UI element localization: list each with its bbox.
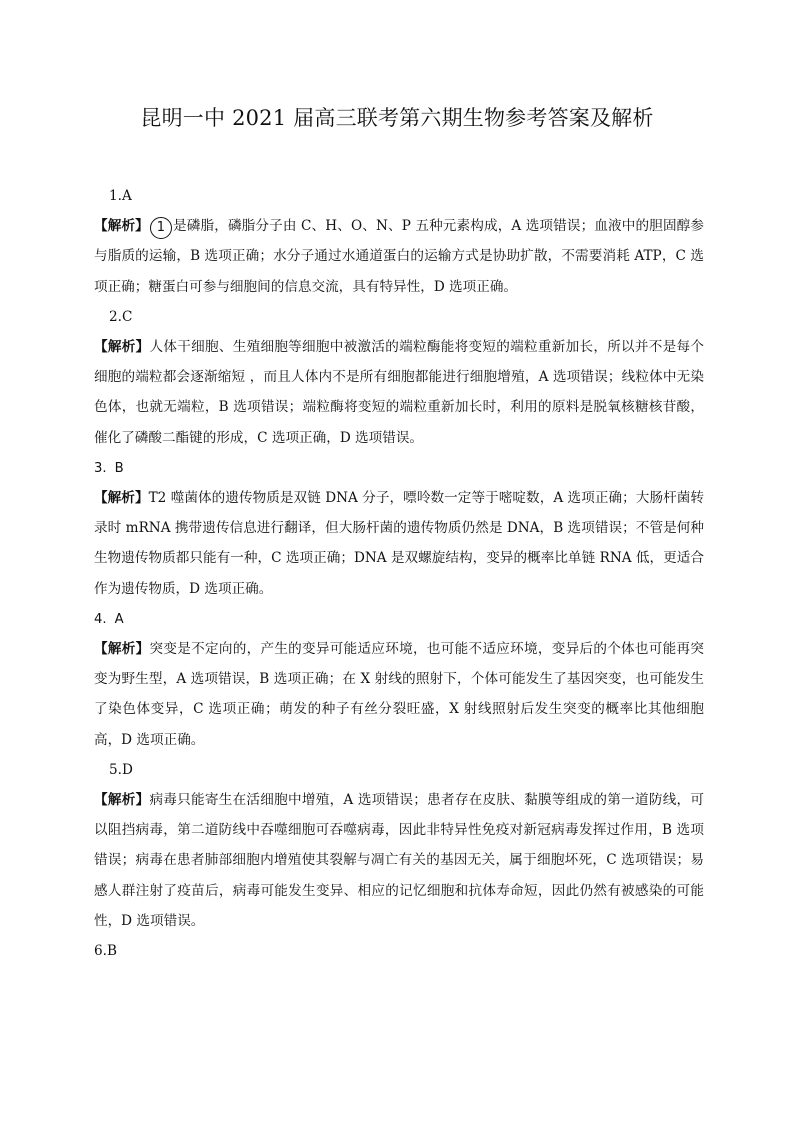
analysis-text: 突变是不定向的，产生的变异可能适应环境，也可能不适应环境，变异后的个体也可能再突变为野生型，A 选项错误，B 选项正确；在 X 射线的照射下，个体可能发生了基因突变，也可能发生了染色体变异，C 选项正确；萌发的种子有丝分裂旺盛，X 射线照射后发生突变的概率比其他细胞高，D 选项正确。 <box>94 640 705 748</box>
question-6-number <box>94 936 704 966</box>
question-number: 1.A <box>109 188 132 204</box>
analysis-text: 是磷脂，磷脂分子由 C、H、O、N、P 五种元素构成，A 选项错误；血液中的胆固醇参与脂质的运输，B 选项正确；水分子通过水通道蛋白的运输方式是协助扩散，不需要消耗 ATP，C 选项正确；糖蛋白可参与细胞间的信息交流，具有特异性，D 选项正确。 <box>94 218 704 295</box>
analysis-text: T2 噬菌体的遗传物质是双链 DNA 分子，嘌呤数一定等于嘧啶数，A 选项正确；大肠杆菌转录时 mRNA 携带遗传信息进行翻译，但大肠杆菌的遗传物质仍然是 DNA，B 选项错误；不管是何种生物遗传物质都只能有一种，C 选项正确；DNA 是双螺旋结构，变异的概率比单链 RNA 低，更适合作为遗传物质，D 选项正确。 <box>94 489 704 597</box>
question-number: 3. <box>94 460 107 476</box>
question-5-analysis <box>94 785 704 936</box>
question-3-number <box>94 453 704 483</box>
analysis-label: 【解析】 <box>94 640 150 657</box>
question-number: 5.D <box>109 761 133 778</box>
question-answer: A <box>114 611 124 627</box>
analysis-label: 【解析】 <box>94 791 150 808</box>
question-number: 2.C <box>109 308 133 325</box>
question-4-number <box>94 604 704 634</box>
circled-number-marker: 1 <box>150 217 172 239</box>
analysis-label: 【解析】 <box>94 338 150 355</box>
question-4-analysis <box>94 634 704 755</box>
question-2-analysis <box>94 332 704 453</box>
question-5-number <box>94 755 704 785</box>
analysis-text: 病毒只能寄生在活细胞中增殖，A 选项错误；患者存在皮肤、黏膜等组成的第一道防线，可以阻挡病毒，第二道防线中吞噬细胞可吞噬病毒，因此非特异性免疫对新冠病毒发挥过作用，B 选项错误；病毒在患者肺部细胞内增殖使其裂解与凋亡有关的基因无关，属于细胞坏死，C 选项错误；易感人群注射了疫苗后，病毒可能发生变异、相应的记忆细胞和抗体寿命短，因此仍然有被感染的可能性，D 选项错误。 <box>94 791 705 929</box>
question-1-number <box>94 181 704 211</box>
question-1-analysis <box>94 211 704 302</box>
answer-content <box>94 181 704 966</box>
document-title: 昆明一中 2021 届高三联考第六期生物参考答案及解析 <box>140 106 654 130</box>
analysis-label: 【解析】 <box>94 218 149 235</box>
question-3-analysis <box>94 483 704 604</box>
question-2-number <box>94 302 704 332</box>
question-number: 6.B <box>94 943 117 959</box>
analysis-label: 【解析】 <box>94 489 149 506</box>
question-answer: B <box>114 460 124 476</box>
question-number: 4. <box>94 611 107 627</box>
analysis-text: 人体干细胞、生殖细胞等细胞中被激活的端粒酶能将变短的端粒重新加长，所以并不是每个细胞的端粒都会逐渐缩短 ，而且人体内不是所有细胞都能进行细胞增殖，A 选项错误；线粒体中无染色体，也就无端粒，B 选项错误；端粒酶将变短的端粒重新加长时，利用的原料是脱氧核糖核苷酸，催化了磷酸二酯键的形成，C 选项正确，D 选项错误。 <box>94 338 705 446</box>
